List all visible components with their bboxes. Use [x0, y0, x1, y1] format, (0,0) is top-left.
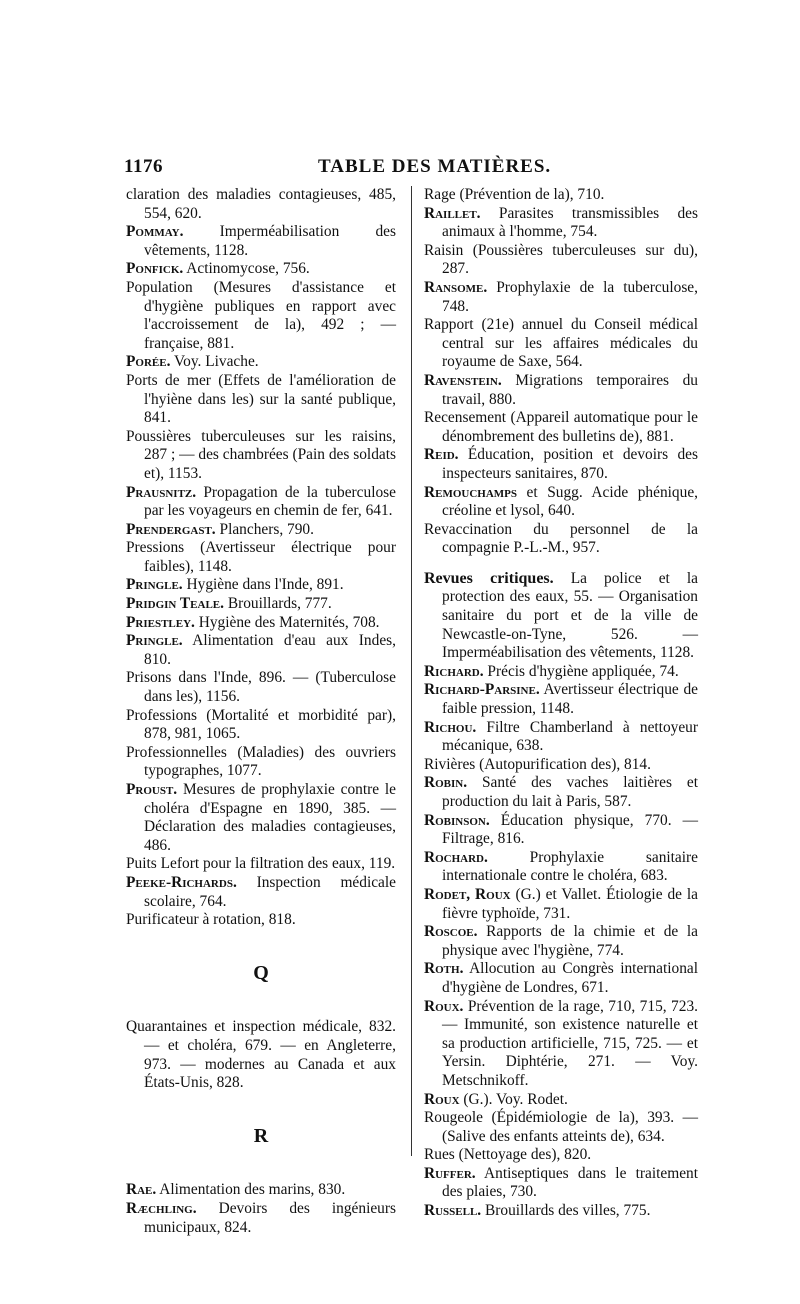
entry-text: Purificateur à rotation, 818. [126, 911, 296, 929]
entry-author: Robinson. [424, 811, 490, 829]
column-divider [411, 186, 412, 1156]
entry-text: Population (Mesures d'assistance et d'hygiène publiques en rapport avec l'accroissement de la), 492 ; — française, 881. [126, 278, 396, 352]
index-entry [424, 279, 698, 316]
entry-text: Inspection médicale scolaire, 764. [144, 873, 396, 910]
entry-author: Richou. [424, 718, 477, 736]
index-entry [126, 1018, 396, 1092]
entry-author: Porée. [126, 353, 171, 371]
index-entry [424, 849, 698, 886]
index-entry [126, 372, 396, 428]
index-entry [424, 886, 698, 923]
index-entry [424, 372, 698, 409]
entry-author: Rochard. [424, 848, 488, 866]
index-entry [424, 242, 698, 279]
entry-text: Puits Lefort pour la filtration des eaux, 119. [126, 855, 396, 873]
entry-author: Rodet, Roux [424, 885, 511, 903]
index-entry [424, 316, 698, 372]
entry-author: Roth. [424, 960, 464, 978]
index-entry [126, 744, 396, 781]
index-entry [424, 1202, 698, 1221]
index-entry [424, 756, 698, 775]
entry-text: Parasites transmissibles des animaux à l'homme, 754. [442, 204, 698, 241]
index-entry [126, 428, 396, 484]
index-entry [126, 614, 396, 633]
page-number: 1176 [124, 156, 163, 177]
entry-author: Rae. [126, 1181, 157, 1199]
entry-text: Rougeole (Épidémiologie de la), 393. — (Salive des enfants atteints de), 634. [424, 1109, 698, 1145]
entry-text: Propagation de la tuberculose par les voyageurs en chemin de fer, 641. [144, 483, 396, 520]
entry-heading: Revues critiques. [424, 569, 554, 587]
right-entry-list [424, 186, 698, 558]
entry-text: Voy. Livache. [170, 353, 259, 371]
entry-text: (G.). Voy. Rodet. [459, 1090, 568, 1108]
entry-text: Rues (Nettoyage des), 820. [424, 1146, 592, 1164]
entry-text: Prophylaxie de la tuberculose, 748. [442, 278, 698, 315]
entry-text: Poussières tuberculeuses sur les raisins, 287 ; — des chambrées (Pain des soldats et), 1153. [126, 427, 396, 482]
entry-author: Peeke-Richards. [126, 873, 237, 891]
index-entry [126, 707, 396, 744]
r-entry-list [126, 1181, 396, 1237]
entry-text: Devoirs des ingénieurs municipaux, 824. [144, 1199, 396, 1236]
index-entry [424, 521, 698, 558]
index-entry [126, 484, 396, 521]
entry-text: Alimentation des marins, 830. [156, 1181, 346, 1199]
entry-text: Rivières (Autopurification des), 814. [424, 755, 651, 773]
entry-text: Pressions (Avertisseur électrique pour faibles), 1148. [126, 539, 396, 575]
entry-text: Ports de mer (Effets de l'amélioration de l'hyiène dans les) sur la santé publique, 841. [126, 371, 396, 427]
entry-text: Recensement (Appareil automatique pour le dénombrement des bulletins de), 881. [424, 409, 698, 445]
entry-text: Antiseptiques dans le traitement des plaies, 730. [442, 1164, 698, 1201]
entry-text: Brouillards, 777. [224, 595, 332, 613]
index-entry [126, 260, 396, 279]
index-entry [126, 855, 396, 874]
entry-text: Prévention de la rage, 710, 715, 723. — Immunité, son existence naturelle et sa production artificielle, 715, 725. — et Yersin. Diphtérie, 271. — Voy. Metschnikoff. [442, 997, 698, 1089]
index-entry [126, 223, 396, 260]
entry-text: Actinomycose, 756. [183, 260, 310, 278]
entry-author: Pringle. [126, 576, 183, 594]
index-entry [424, 205, 698, 242]
index-entry [424, 446, 698, 483]
entry-author: Reid. [424, 446, 459, 464]
index-entry [424, 484, 698, 521]
index-entry [126, 632, 396, 669]
entry-author: Pommay. [126, 223, 184, 241]
index-entry [126, 279, 396, 353]
entry-author: Prausnitz. [126, 483, 197, 501]
entry-text: Migrations temporaires du travail, 880. [442, 371, 698, 408]
entry-text: Avertisseur électrique de faible pression, 1148. [442, 681, 698, 718]
entry-author: Pridgin Teale. [126, 595, 224, 613]
index-entry [424, 812, 698, 849]
entry-text: Mesures de prophylaxie contre le choléra d'Espagne en 1890, 385. — Déclaration des maladies contagieuses, 486. [144, 781, 396, 854]
entry-text: Précis d'hygiène appliquée, 74. [483, 662, 679, 680]
left-column [126, 186, 396, 1237]
entry-author: Remouchamps [424, 483, 517, 501]
index-entry [126, 186, 396, 223]
index-entry [126, 874, 396, 911]
entry-author: Proust. [126, 781, 178, 798]
entry-text: Éducation physique, 770. — Filtrage, 816. [442, 811, 698, 848]
entry-text: Brouillards des villes, 775. [481, 1202, 651, 1220]
entry-text: Éducation, position et devoirs des inspecteurs sanitaires, 870. [442, 446, 698, 482]
entry-text: Imperméabilisation des vêtements, 1128. [144, 223, 396, 259]
index-entry [424, 681, 698, 718]
section-letter-r: R [253, 1124, 269, 1147]
index-entry [424, 1146, 698, 1165]
index-entry [126, 539, 396, 576]
section-letter-q: Q [253, 961, 269, 984]
entry-author: Russell. [424, 1202, 482, 1220]
index-entry [424, 663, 698, 682]
entry-author: Roux [424, 1090, 460, 1108]
entry-text: Alimentation d'eau aux Indes, 810. [144, 632, 396, 668]
left-entry-list [126, 186, 396, 930]
entry-author: Richard-Parsine. [424, 681, 540, 699]
index-entry [126, 1181, 396, 1200]
entry-author: Robin. [424, 774, 468, 792]
index-entry [424, 960, 698, 997]
index-entry [424, 1109, 698, 1146]
index-entry [424, 923, 698, 960]
index-entry [126, 595, 396, 614]
entry-text: Santé des vaches laitières et production du lait à Paris, 587. [442, 774, 698, 810]
index-entry [126, 576, 396, 595]
entry-text: (G.) et Vallet. Étiologie de la fièvre typhoïde, 731. [442, 885, 698, 922]
entry-text: Professions (Mortalité et morbidité par), 878, 981, 1065. [126, 706, 396, 743]
right-column [424, 186, 698, 1221]
entry-text: Professionnelles (Maladies) des ouvriers typographes, 1077. [126, 743, 396, 780]
index-entry [424, 186, 698, 205]
entry-author: Roux. [424, 997, 464, 1015]
q-entry-list [126, 1018, 396, 1092]
entry-text: et Sugg. Acide phénique, créoline et lysol, 640. [442, 483, 698, 520]
entry-author: Roscoe. [424, 923, 478, 941]
entry-text: Raisin (Poussières tuberculeuses sur du), 287. [424, 241, 698, 278]
index-entry [424, 1091, 698, 1110]
index-entry [126, 911, 396, 930]
entry-author: Ræchling. [126, 1199, 197, 1217]
index-entry [424, 719, 698, 756]
index-entry [424, 998, 698, 1091]
entry-author: Raillet. [424, 204, 481, 222]
index-entry [126, 1200, 396, 1237]
entry-author: Ravenstein. [424, 371, 502, 389]
index-entry [126, 521, 396, 540]
right-entry-list-2 [424, 663, 698, 1221]
entry-text: Rapport (21e) annuel du Conseil médical central sur les affaires médicales du royaume de Saxe, 564. [424, 316, 698, 371]
entry-author: Priestley. [126, 613, 195, 631]
entry-author: Ponfick. [126, 260, 184, 278]
entry-text: Hygiène dans l'Inde, 891. [182, 576, 344, 594]
entry-author: Pringle. [126, 632, 183, 650]
entry-text: Filtre Chamberland à nettoyeur mécanique, 638. [442, 718, 698, 755]
index-entry [126, 353, 396, 372]
entry-text: Rapports de la chimie et de la physique avec l'hygiène, 774. [442, 923, 698, 959]
entry-author: Richard. [424, 662, 484, 680]
index-entry [424, 570, 698, 663]
index-entry [126, 781, 396, 855]
index-entry [126, 669, 396, 706]
entry-text: Prophylaxie sanitaire internationale contre le choléra, 683. [442, 848, 698, 885]
entry-text: Prisons dans l'Inde, 896. — (Tuberculose dans les), 1156. [126, 669, 396, 706]
entry-text: claration des maladies contagieuses, 485, 554, 620. [126, 186, 396, 222]
entry-text: Allocution au Congrès international d'hygiène de Londres, 671. [442, 960, 698, 996]
index-entry [424, 409, 698, 446]
entry-text: Hygiène des Maternités, 708. [194, 613, 380, 631]
index-entry [424, 774, 698, 811]
entry-author: Ransome. [424, 278, 488, 296]
entry-text: Rage (Prévention de la), 710. [424, 186, 605, 203]
entry-text: Quarantaines et inspection médicale, 832. — et choléra, 679. — en Angleterre, 973. — modernes au Canada et aux États-Unis, 828. [126, 1018, 396, 1092]
entry-text: Planchers, 790. [215, 520, 314, 538]
page-header [118, 156, 698, 184]
entry-text: La police et la protection des eaux, 55. — Organisation sanitaire du port et de la ville de Newcastle-on-Tyne, 526. — Imperméabilisation des vêtements, 1128. [442, 569, 698, 662]
entry-author: Ruffer. [424, 1164, 476, 1182]
index-entry [424, 1165, 698, 1202]
entry-text: Revaccination du personnel de la compagnie P.-L.-M., 957. [424, 520, 698, 557]
entry-author: Prendergast. [126, 520, 216, 538]
page-title: TABLE DES MATIÈRES. [318, 156, 552, 177]
